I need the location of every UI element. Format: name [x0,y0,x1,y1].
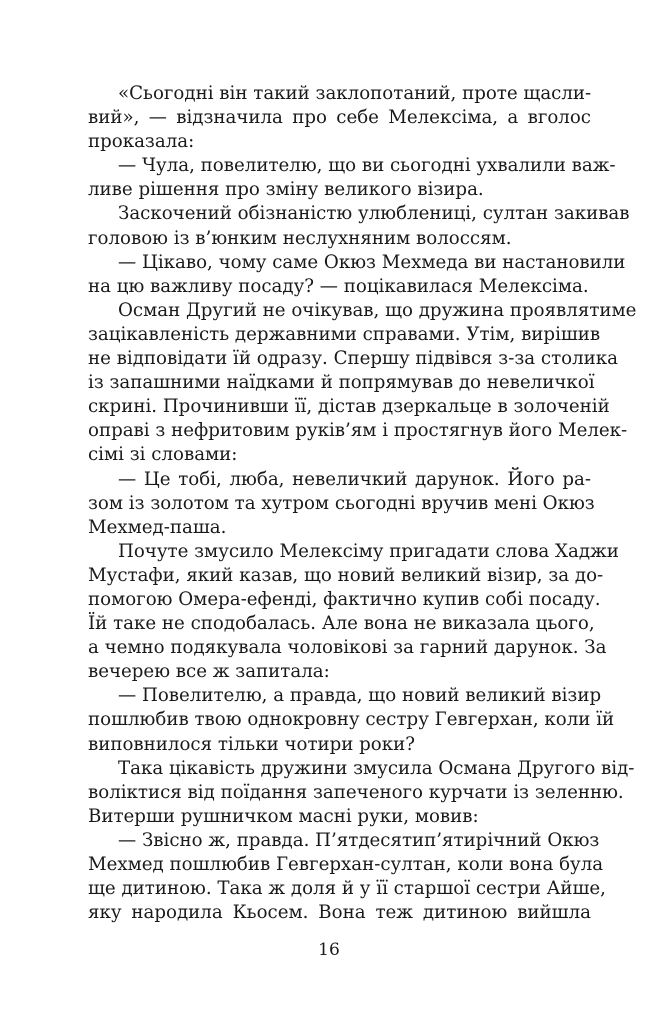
text-line: Їй таке не сподобалась. Але вона не виказала цього, [88,613,595,635]
paragraph [88,82,591,154]
text-line: Мехмед пошлюбив Гевгерхан-султан, коли вона була [88,854,604,875]
text-line: виповнилося тільки чотири роки? [88,733,416,755]
text-line: — Звісно ж, правда. П’ятдесятип’ятирічний Окюз [118,829,600,851]
paragraph [88,540,619,685]
text-line: Мустафи, який казав, що новий великий візир, за до- [88,564,604,586]
paragraph [88,202,630,250]
page-number: 16 [318,940,340,960]
paragraph [88,251,626,299]
text-line: Витерши рушничком масні руки, мовив: [88,805,479,827]
paragraph [88,757,635,829]
paragraph [88,154,616,202]
text-line: Заскочений обізнаністю улюблениці, султан закивав [118,203,630,225]
text-line: помогою Омера-ефенді, фактично купив собі посаду. [88,588,601,610]
text-line: ливе рішення про зміну великого візира. [88,179,484,201]
text-line: пошлюбив твою однокровну сестру Гевгерхан, коли їй [88,709,615,731]
text-line: сімі зі словами: [88,444,238,466]
text-line: із запашними наїдками й попрямував до невеличкої [88,372,595,394]
text-line: Мехмед-паша. [88,516,227,538]
text-line: яку народила Кьосем. Вона теж дитиною вийшла [88,902,591,924]
text-line: «Сьогодні він такий заклопотаний, проте щасли- [118,83,592,104]
text-line: воліктися від поїдання запеченого курчати із зеленню. [88,781,624,803]
text-line: Почуте змусило Мелексіму пригадати слова Хаджи [118,540,619,562]
text-line: скрині. Прочинивши її, дістав дзеркальце в золоченій [88,396,610,418]
paragraph [88,829,606,925]
paragraph [88,468,595,540]
text-line: Така цікавість дружини змусила Османа Другого від- [118,757,635,779]
text-line: — Повелителю, а правда, що новий великий візир [118,685,602,707]
text-line: не відповідати їй одразу. Спершу підвівся з-за столика [88,348,618,370]
text-line: Осман Другий не очікував, що дружина проявлятиме [118,299,637,321]
paragraph [88,299,637,468]
text-line: вий», — відзначила про себе Мелексіма, а вголос [88,107,591,129]
text-line: на цю важливу посаду? — поцікавилася Мелексіма. [88,275,589,297]
text-line: — Це тобі, люба, невеличкий дарунок. Його ра- [118,468,591,490]
text-line: вечерею все ж запитала: [88,661,330,683]
text-line: зацікавленість державними справами. Утім, вирішив [88,323,601,345]
text-line: проказала: [88,131,195,153]
text-line: зом із золотом та хутром сьогодні вручив мені Окюз [88,492,595,514]
text-line: оправі з нефритовим руків’ям і простягнув його Мелек- [88,420,628,442]
paragraph [88,684,615,756]
text-line: ще дитиною. Така ж доля й у її старшої сестри Айше, [88,878,606,900]
text-line: — Цікаво, чому саме Окюз Мехмеда ви настановили [118,251,626,273]
text-line: — Чула, повелителю, що ви сьогодні ухвалили важ- [118,155,616,177]
text-line: головою із в’юнким неслухняним волоссям. [88,227,512,249]
text-line: а чемно подякувала чоловікові за гарний дарунок. За [88,637,607,659]
page-text [88,82,637,925]
